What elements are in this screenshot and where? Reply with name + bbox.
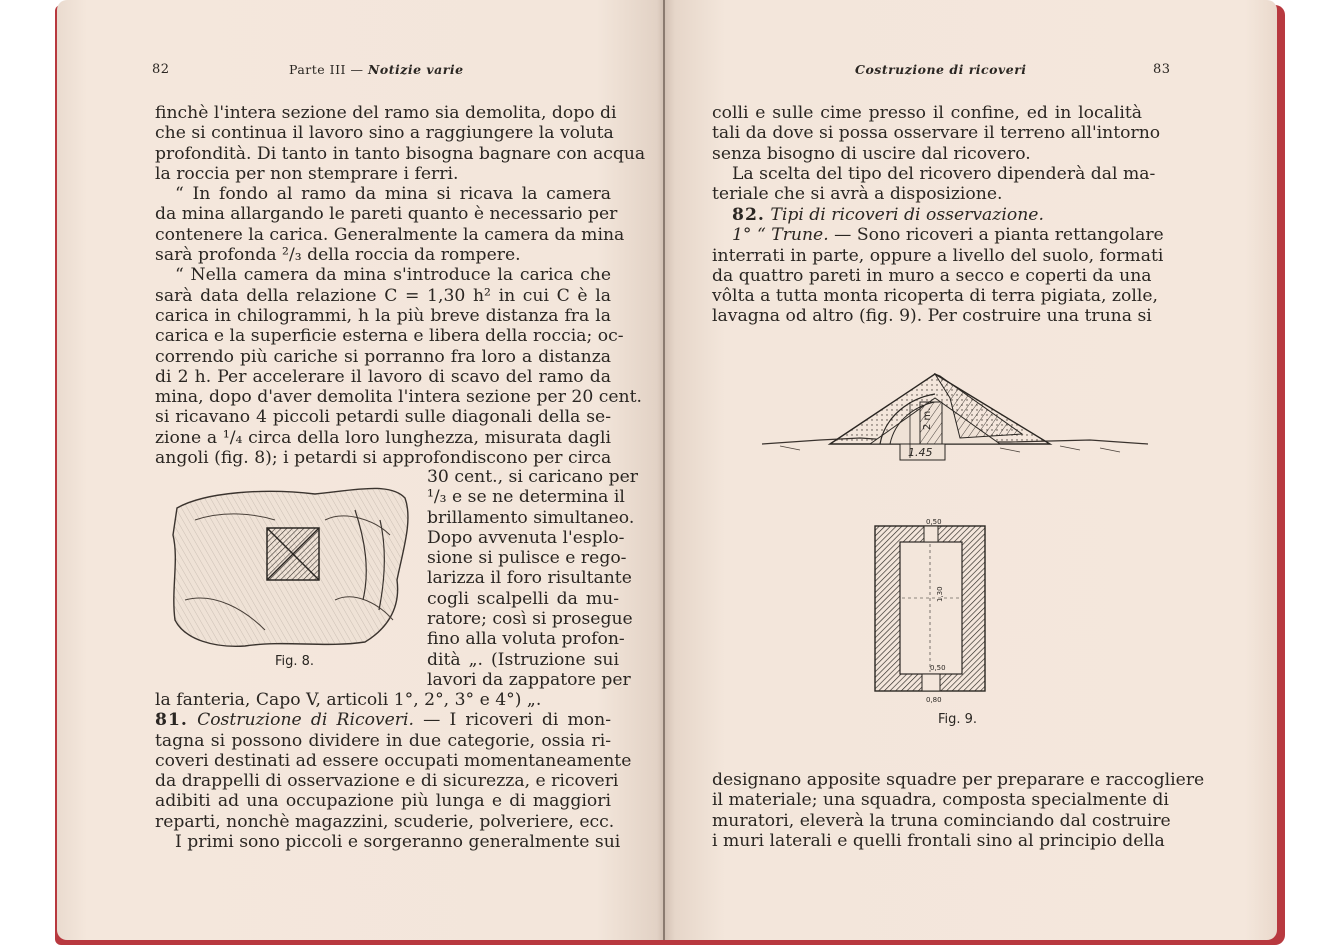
text-line: 30 cent., si caricano per	[427, 467, 639, 487]
left-body-top	[155, 103, 646, 469]
text-line: colli e sulle cime presso il confine, ed in località	[712, 103, 1142, 123]
left-running-head	[289, 62, 464, 77]
section-81-heading-line	[155, 710, 611, 730]
text-line: contenere la carica. Generalmente la camera da mina	[155, 224, 625, 245]
text-line: che si continua il lavoro sino a raggiungere la voluta	[155, 123, 614, 144]
text-line: adibiti ad una occupazione più lunga e di maggiori	[155, 791, 611, 812]
text-line: i muri laterali e quelli frontali sino al principio della	[712, 830, 1165, 851]
text-line: dità „. (Istruzione sui	[427, 649, 619, 670]
text-line: tagna si possono dividere in due categorie, ossia ri-	[155, 730, 611, 751]
text-line: “ In fondo al ramo da mina si ricava la camera	[175, 184, 611, 205]
plan-top-label: 0,50	[926, 518, 942, 526]
left-body-side	[427, 467, 639, 690]
right-page	[665, 0, 1277, 940]
text-line: profondità. Di tanto in tanto bisogna bagnare con acqua	[155, 143, 646, 164]
figure-8-caption: Fig. 8.	[275, 654, 315, 669]
figure-9-caption: Fig. 9.	[938, 712, 978, 727]
left-page	[57, 0, 665, 940]
text-line: la roccia per non stemprare i ferri.	[155, 163, 459, 184]
figure-9-section-drawing	[760, 368, 1150, 478]
text-line: reparti, nonchè magazzini, scuderie, polveriere, ecc.	[155, 811, 615, 832]
text-line: carica e la superficie esterna e libera della roccia; oc-	[155, 326, 624, 347]
text-line: di 2 h. Per accelerare il lavoro di scavo del ramo da	[155, 366, 611, 387]
section-height-label: 2 m.	[922, 407, 933, 430]
right-body-section-82	[712, 205, 1164, 327]
text-line: larizza il foro risultante	[427, 568, 632, 589]
text-line: “ Nella camera da mina s'introduce la carica che	[175, 265, 611, 286]
text-line: da drappelli di osservazione e di sicurezza, e ricoveri	[155, 771, 619, 792]
figure-8-rock-illustration	[165, 480, 413, 650]
running-head-part: Parte III —	[289, 62, 364, 77]
text-line: designano apposite squadre per preparare e raccogliere	[712, 770, 1205, 790]
trune-first-line: — Sono ricoveri a pianta rettangolare	[834, 225, 1164, 246]
text-line: il materiale; una squadra, composta specialmente di	[712, 790, 1169, 811]
running-head-title: Notizie varie	[367, 62, 464, 77]
text-line: correndo più cariche si porranno fra loro a distanza	[155, 346, 611, 367]
section-81-title: Costruzione di Ricoveri.	[197, 710, 414, 731]
text-line: zione a ¹/₄ circa della loro lunghezza, misurata dagli	[155, 427, 611, 448]
section-82-number: 82.	[732, 205, 765, 225]
text-line: carica in chilogrammi, h la più breve distanza fra la	[155, 305, 611, 326]
text-line: si ricavano 4 piccoli petardi sulle diagonali della se-	[155, 407, 611, 428]
right-body-bottom	[712, 770, 1205, 851]
left-page-header	[57, 62, 665, 82]
plan-middle-label: 1,30	[936, 586, 944, 602]
section-82-title: Tipi di ricoveri di osservazione.	[770, 205, 1044, 225]
text-line: Dopo avvenuta l'esplo-	[427, 527, 625, 548]
text-line: ratore; così si prosegue	[427, 609, 633, 630]
left-page-number: 82	[152, 62, 170, 77]
right-page-header	[665, 62, 1277, 82]
text-line: fino alla voluta profon-	[427, 629, 625, 650]
section-81-first-line: — I ricoveri di mon-	[423, 710, 612, 731]
text-line: da quattro pareti in muro a secco e coperti da una	[712, 265, 1152, 286]
text-line: mina, dopo d'aver demolita l'intera sezione per 20 cent.	[155, 387, 642, 408]
text-line: brillamento simultaneo.	[427, 507, 635, 528]
section-81-number: 81.	[155, 710, 188, 731]
text-line: cogli scalpelli da mu-	[427, 588, 619, 609]
text-line: lavagna od altro (fig. 9). Per costruire una truna si	[712, 306, 1152, 327]
plan-bottom-outer-label: 0,80	[926, 696, 942, 704]
right-running-head	[855, 62, 1027, 77]
text-line: La scelta del tipo del ricovero dipenderà dal ma-	[732, 163, 1156, 184]
text-line: sarà data della relazione C = 1,30 h² in cui C è la	[155, 285, 611, 306]
text-line: ¹/₃ e se ne determina il	[427, 487, 625, 508]
text-line: lavori da zappatore per	[427, 669, 631, 690]
text-line: interrati in parte, oppure a livello del suolo, formati	[712, 245, 1164, 266]
text-line: senza bisogno di uscire dal ricovero.	[712, 143, 1031, 164]
right-body-top	[712, 103, 1161, 205]
section-width-label: 1.45	[908, 446, 933, 459]
text-line: coveri destinati ad essere occupati momentaneamente	[155, 750, 632, 771]
trune-heading-line	[712, 225, 1164, 246]
text-line: sione si pulisce e rego-	[427, 548, 627, 569]
text-line: sarà profonda ²/₃ della roccia da rompere.	[155, 245, 521, 266]
text-line: da mina allargando le pareti quanto è necessario per	[155, 204, 618, 225]
text-line: angoli (fig. 8); i petardi si approfondiscono per circa	[155, 448, 612, 469]
figure-9-plan-drawing	[870, 518, 990, 708]
text-line: tali da dove si possa osservare il terreno all'intorno	[712, 123, 1161, 144]
left-body-bottom	[155, 690, 632, 853]
text-line: muratori, eleverà la truna cominciando dal costruire	[712, 810, 1171, 831]
trune-label: 1° “ Trune.	[732, 225, 829, 246]
running-head-title: Costruzione di ricoveri	[855, 62, 1027, 77]
text-line: la fanteria, Capo V, articoli 1°, 2°, 3° e 4°) „.	[155, 690, 542, 710]
text-line: finchè l'intera sezione del ramo sia demolita, dopo di	[155, 103, 617, 123]
right-page-number: 83	[1153, 62, 1171, 77]
section-82-heading-line	[712, 205, 1142, 225]
plan-bottom-inner-label: 0,50	[930, 664, 946, 672]
text-line: I primi sono piccoli e sorgeranno generalmente sui	[175, 832, 621, 853]
text-line: teriale che si avrà a disposizione.	[712, 184, 1003, 205]
text-line: vôlta a tutta monta ricoperta di terra pigiata, zolle,	[712, 286, 1158, 307]
